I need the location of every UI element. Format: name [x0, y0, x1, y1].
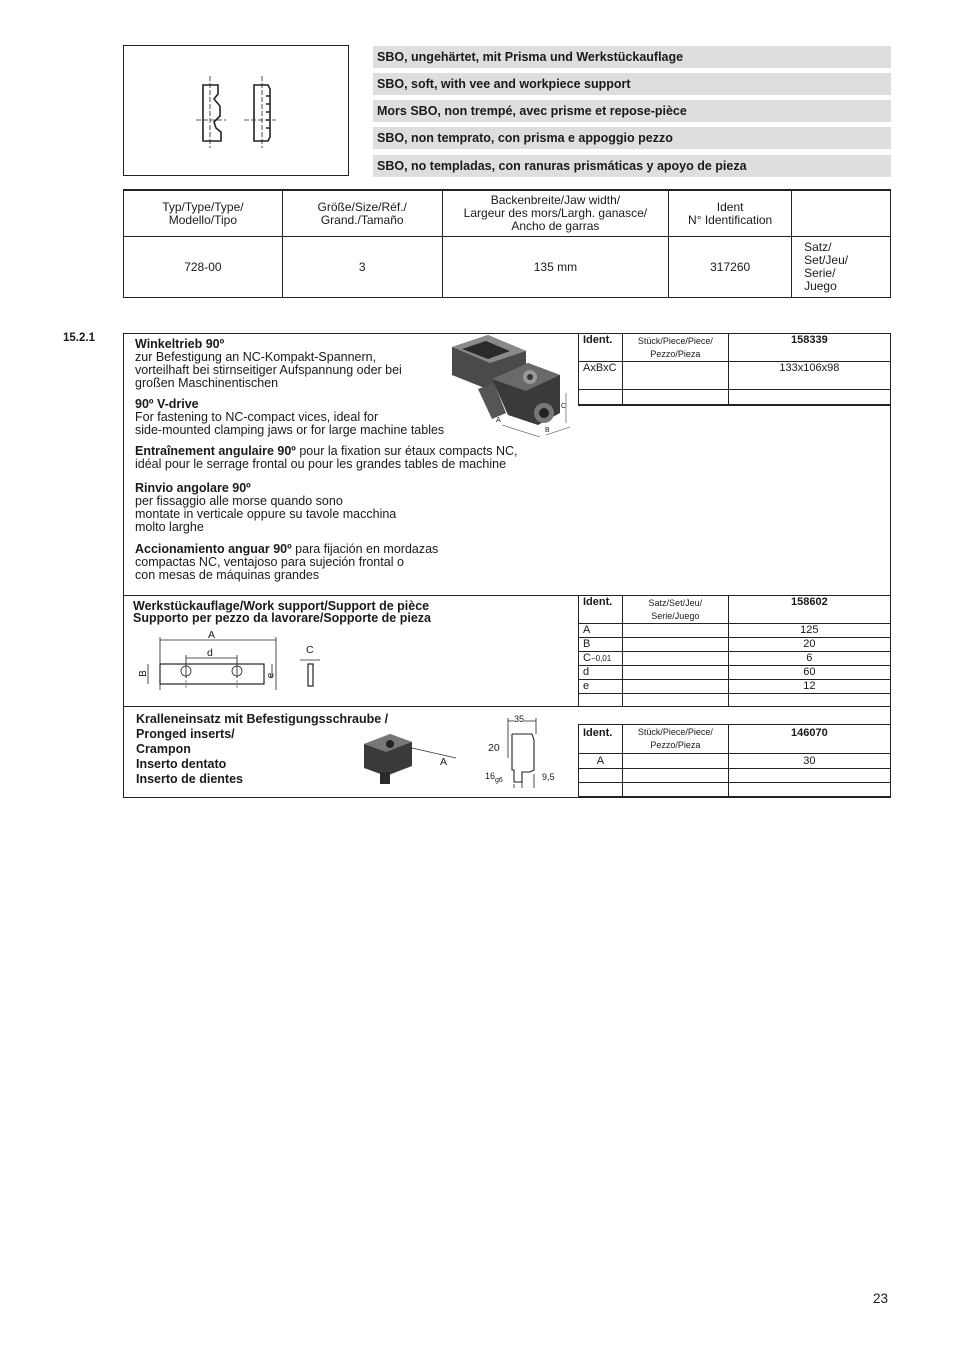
- table-row: [579, 783, 891, 797]
- table-row: [579, 362, 891, 390]
- empty-cell: [622, 694, 728, 707]
- page-number: 23: [873, 1291, 889, 1306]
- empty-cell: [622, 769, 728, 783]
- dim-label: A: [579, 754, 623, 769]
- dim-value: 20: [728, 638, 890, 652]
- table-row: [579, 390, 891, 405]
- empty-cell: [579, 769, 623, 783]
- pronged-label-a: A: [440, 756, 448, 768]
- v-drive-label-a: A: [496, 417, 501, 424]
- ident-value: 146070: [728, 725, 890, 754]
- work-support-label-b: B: [137, 670, 149, 677]
- header-ident: Ident N° Identification: [669, 190, 792, 237]
- empty-cell: [622, 624, 728, 638]
- pronged-line-2: Pronged inserts/: [136, 727, 235, 741]
- empty-cell: [579, 694, 623, 707]
- empty-cell: [622, 638, 728, 652]
- dim-value: 60: [728, 666, 890, 680]
- table-row: [579, 666, 891, 680]
- empty-cell: [728, 390, 890, 405]
- v-drive-text-it-2: montate in verticale oppure su tavole macchina: [135, 507, 397, 521]
- ident-label: Ident.: [579, 596, 623, 624]
- v-drive-title-fr: Entraînement angulaire 90º: [135, 444, 296, 458]
- empty-cell: [579, 783, 623, 797]
- v-drive-text-fr-1: pour la fixation sur étaux compacts NC,: [295, 444, 518, 458]
- dim-label: d: [579, 666, 623, 680]
- table-row: [579, 334, 891, 362]
- pronged-dim-20: 20: [488, 742, 500, 754]
- v-drive-spec-table: [578, 333, 891, 405]
- work-support-drawing: [137, 629, 330, 692]
- dim-label: A: [579, 624, 623, 638]
- work-support-spec-table: [578, 595, 891, 707]
- cell-type: 728-00: [124, 237, 283, 298]
- empty-cell: [622, 362, 728, 390]
- pronged-dim-16: $16_{g6}$: [485, 771, 503, 784]
- unit-label: Stück/Piece/Piece/ Pezzo/Pieza: [622, 334, 728, 362]
- jaw-profile-icon: [124, 46, 348, 175]
- section-number: 15.2.1: [63, 332, 95, 344]
- table-row: [579, 638, 891, 652]
- ident-label: Ident.: [579, 725, 623, 754]
- unit-label: Stück/Piece/Piece/ Pezzo/Pieza: [622, 725, 728, 754]
- v-drive-text-de-3: großen Maschinentischen: [135, 376, 279, 390]
- v-drive-title-de: Winkeltrieb 90º: [135, 337, 225, 351]
- empty-cell: [728, 769, 890, 783]
- table-row: [579, 754, 891, 769]
- cell-width: 135 mm: [442, 237, 669, 298]
- work-support-label-a: A: [208, 629, 216, 641]
- title-en: SBO, soft, with vee and workpiece support: [373, 73, 891, 95]
- ident-label: Ident.: [579, 334, 623, 362]
- ident-value: 158339: [728, 334, 890, 362]
- table-row: [579, 680, 891, 694]
- empty-cell: [728, 694, 890, 707]
- table-row: [579, 652, 891, 666]
- dim-value: 6: [728, 652, 890, 666]
- table-row: [124, 237, 891, 298]
- table-row: [579, 725, 891, 754]
- work-support-label-c: C: [306, 644, 314, 656]
- pronged-title: [136, 712, 388, 787]
- pronged-insert-image: [360, 728, 460, 790]
- cell-size: 3: [282, 237, 442, 298]
- v-drive-title-es: Accionamiento anguar 90º: [135, 542, 292, 556]
- table-header-row: [124, 190, 891, 237]
- title-de: SBO, ungehärtet, mit Prisma und Werkstückauflage: [373, 46, 891, 68]
- dim-value: 30: [728, 754, 890, 769]
- empty-cell: [622, 652, 728, 666]
- pronged-line-1: Kralleneinsatz mit Befestigungsschraube /: [136, 712, 389, 726]
- work-support-icon: [137, 630, 330, 692]
- pronged-line-5: Inserto de dientes: [136, 772, 243, 786]
- divider: [578, 405, 891, 406]
- product-table: [123, 189, 891, 298]
- pronged-dimension-drawing: [484, 714, 558, 788]
- work-support-title-2: Supporto per pezzo da lavorare/Sopporte de pieza: [133, 611, 431, 625]
- pronged-dim-95: 9,5: [542, 772, 555, 782]
- empty-cell: [622, 680, 728, 694]
- pronged-spec-table: [578, 724, 891, 797]
- table-row: [579, 694, 891, 707]
- empty-cell: [622, 390, 728, 405]
- header-size: Größe/Size/Réf./ Grand./Tamaño: [282, 190, 442, 237]
- work-support-title-1: Werkstückauflage/Work support/Support de pièce: [133, 599, 430, 613]
- dim-label: C−0,01: [579, 652, 623, 666]
- empty-cell: [622, 666, 728, 680]
- v-drive-text-de-2: vorteilhaft bei stirnseitiger Aufspannung oder bei: [135, 363, 402, 377]
- v-drive-label-b: B: [545, 427, 550, 434]
- title-it: SBO, non temprato, con prisma e appoggio pezzo: [373, 127, 891, 149]
- table-row: [579, 769, 891, 783]
- empty-cell: [728, 783, 890, 797]
- v-drive-text-de-1: zur Befestigung an NC-Kompakt-Spannern,: [135, 350, 377, 364]
- work-support-label-d: d: [207, 647, 213, 659]
- v-drive-text-it-1: per fissaggio alle morse quando sono: [135, 494, 343, 508]
- work-support-title: [133, 600, 431, 624]
- dim-label: B: [579, 638, 623, 652]
- v-drive-text-en-1: For fastening to NC-compact vices, ideal for: [135, 410, 379, 424]
- dim-value: 125: [728, 624, 890, 638]
- v-drive-label-c: C: [561, 403, 567, 410]
- title-fr: Mors SBO, non trempé, avec prisme et repose-pièce: [373, 100, 891, 122]
- table-row: [579, 596, 891, 624]
- v-drive-text-es-1: para fijación en mordazas: [291, 542, 439, 556]
- unit-label: Satz/Set/Jeu/ Serie/Juego: [622, 596, 728, 624]
- v-drive-image: [448, 333, 576, 437]
- header-unit: [792, 190, 891, 237]
- v-drive-text-es-2: compactas NC, ventajoso para sujeción frontal o: [135, 555, 404, 569]
- empty-cell: [622, 783, 728, 797]
- empty-cell: [579, 390, 623, 405]
- dim-value: 133x106x98: [728, 362, 890, 390]
- v-drive-text-it-3: molto larghe: [135, 520, 204, 534]
- table-row: [579, 624, 891, 638]
- v-drive-icon: [448, 333, 576, 437]
- cell-unit: Satz/ Set/Jeu/ Serie/ Juego: [792, 237, 891, 298]
- v-drive-text-es-3: con mesas de máquinas grandes: [135, 568, 320, 582]
- work-support-label-e: e: [265, 672, 277, 679]
- pronged-line-3: Crampon: [136, 742, 191, 756]
- jaw-profile-drawing: [123, 45, 349, 176]
- dim-label: AxBxC: [579, 362, 623, 390]
- v-drive-text-en-2: side-mounted clamping jaws or for large machine tables: [135, 423, 445, 437]
- header-type: Typ/Type/Type/ Modello/Tipo: [124, 190, 283, 237]
- pronged-dim-35: 35: [514, 714, 525, 724]
- pronged-line-4: Inserto dentato: [136, 757, 227, 771]
- dim-label: e: [579, 680, 623, 694]
- cell-ident: 317260: [669, 237, 792, 298]
- header-width: Backenbreite/Jaw width/ Largeur des mors/Largh. ganasce/ Ancho de garras: [442, 190, 669, 237]
- ident-value: 158602: [728, 596, 890, 624]
- v-drive-title-it: Rinvio angolare 90º: [135, 481, 251, 495]
- v-drive-text-fr-2: idéal pour le serrage frontal ou pour les grandes tables de machine: [135, 457, 507, 471]
- dim-value: 12: [728, 680, 890, 694]
- v-drive-title-en: 90º V-drive: [135, 397, 199, 411]
- title-es: SBO, no templadas, con ranuras prismáticas y apoyo de pieza: [373, 155, 891, 177]
- empty-cell: [622, 754, 728, 769]
